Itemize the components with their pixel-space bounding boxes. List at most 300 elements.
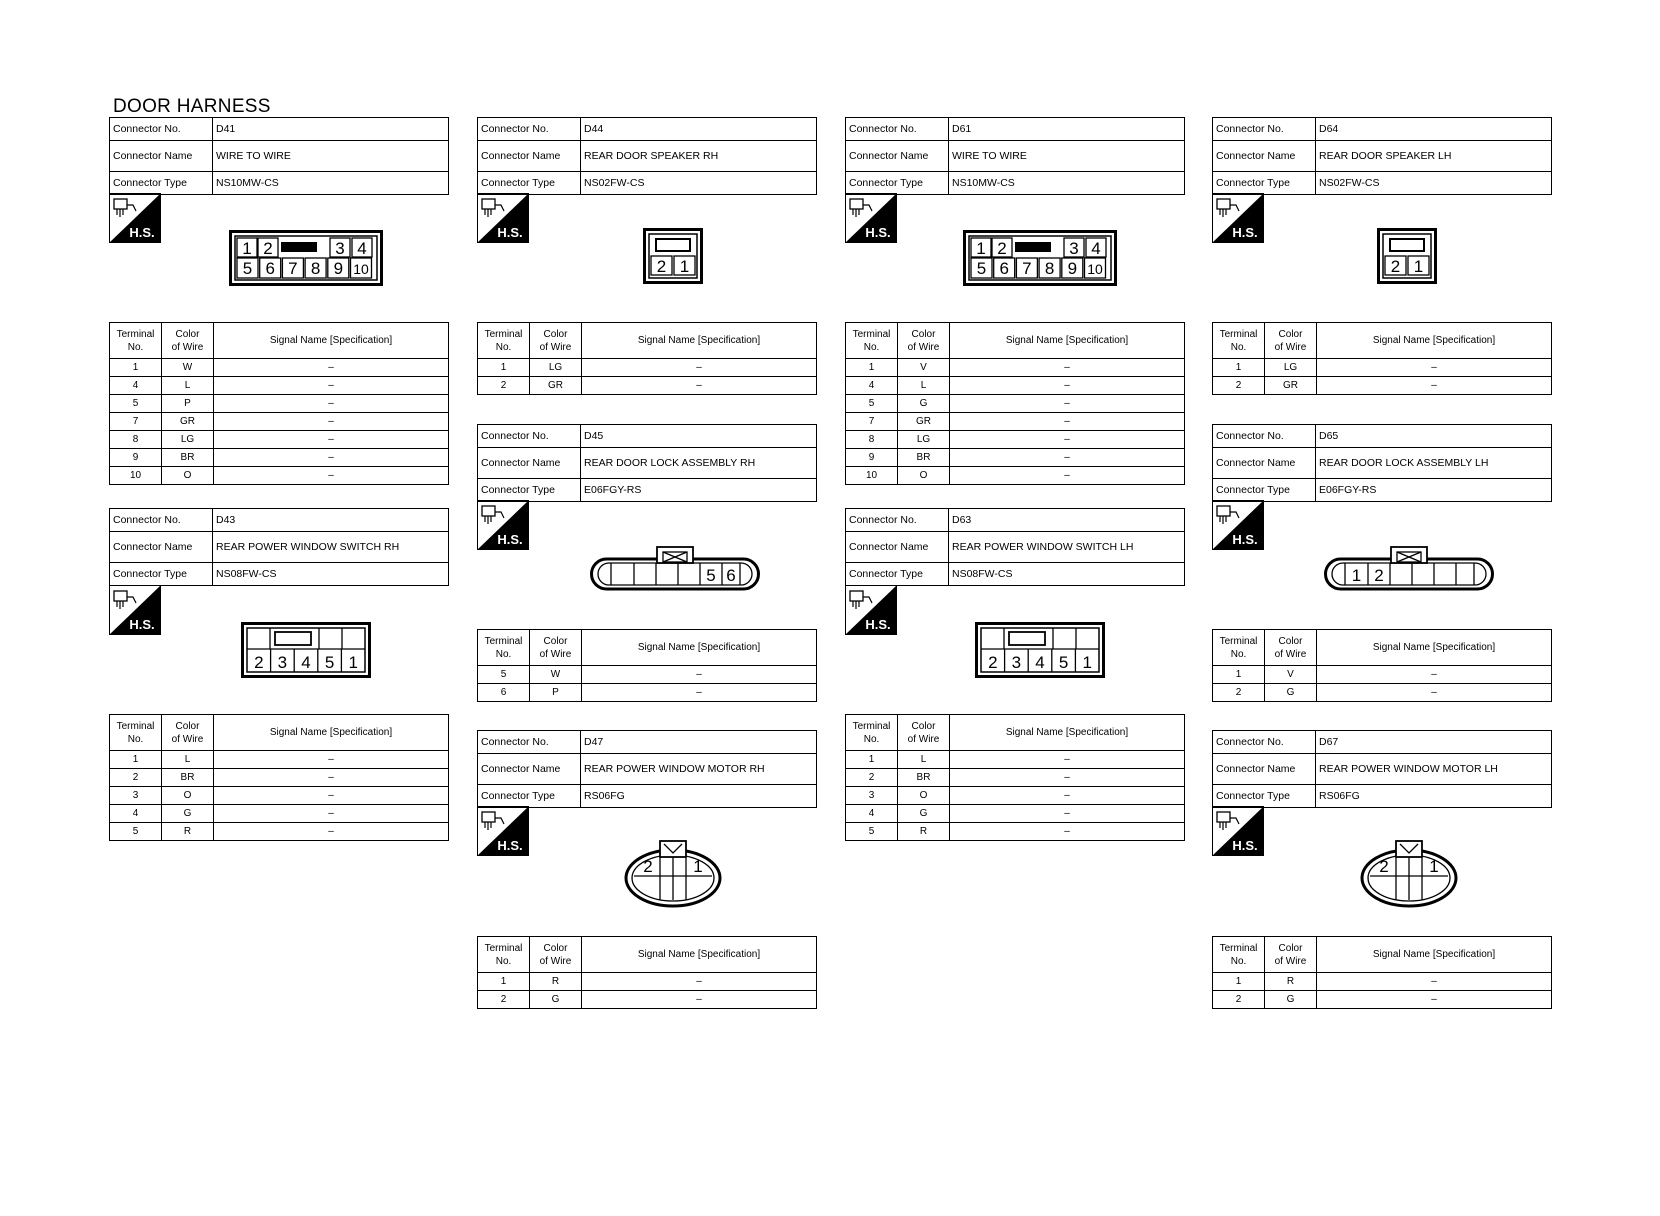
pin-label: 7 (288, 259, 298, 278)
connector-header-table (477, 424, 817, 502)
connector-name-label: Connector Name (846, 532, 949, 563)
terminal-no: 2 (478, 991, 530, 1009)
wire-color: R (530, 973, 582, 991)
pin-label: 6 (726, 566, 736, 585)
harness-side-icon (477, 193, 529, 243)
connector-type-value: E06FGY-RS (1316, 479, 1552, 502)
wire-color: G (530, 991, 582, 1009)
table-row (478, 684, 817, 702)
table-row (110, 769, 449, 787)
signal-name: – (1317, 684, 1552, 702)
terminal-no: 2 (1213, 991, 1265, 1009)
pin-label: 2 (988, 653, 998, 672)
connector-header-table (845, 117, 1185, 195)
signal-name: – (214, 377, 449, 395)
connector-no-label: Connector No. (478, 425, 581, 448)
table-row (1213, 377, 1552, 395)
table-row (1213, 991, 1552, 1009)
terminal-table-header (846, 323, 1185, 359)
terminal-no: 1 (846, 359, 898, 377)
terminal-no: 1 (846, 751, 898, 769)
terminal-no-header: Terminal No. (1213, 323, 1265, 359)
connector-header-table (1212, 117, 1552, 195)
connector-type-value: NS08FW-CS (949, 563, 1185, 586)
table-row (478, 377, 817, 395)
pin-label: 4 (1035, 653, 1045, 672)
connector-no-value: D41 (213, 118, 449, 141)
pin-label: 2 (1390, 257, 1401, 276)
table-row (110, 431, 449, 449)
signal-name: – (950, 377, 1185, 395)
terminal-no: 7 (846, 413, 898, 431)
signal-name: – (582, 973, 817, 991)
table-row (110, 751, 449, 769)
signal-name: – (214, 359, 449, 377)
connector-no-label: Connector No. (110, 118, 213, 141)
harness-side-icon (477, 806, 529, 856)
harness-side-icon (1212, 193, 1264, 243)
signal-name: – (582, 666, 817, 684)
pin-label: 5 (1058, 653, 1069, 672)
connector-name-value: REAR DOOR SPEAKER LH (1316, 141, 1552, 172)
table-row (846, 787, 1185, 805)
signal-name-header: Signal Name [Specification] (582, 630, 817, 666)
terminal-no-header: Terminal No. (478, 937, 530, 973)
harness-side-icon (477, 500, 529, 550)
connector-name-label: Connector Name (478, 448, 581, 479)
terminal-no: 2 (110, 769, 162, 787)
pin-label: 2 (643, 857, 653, 876)
connector-no-value: D67 (1316, 731, 1552, 754)
hs-label: H.S. (1232, 838, 1258, 853)
wire-color: GR (898, 413, 950, 431)
pin-label: 1 (348, 653, 358, 672)
signal-name: – (214, 805, 449, 823)
connector-no-value: D43 (213, 509, 449, 532)
connector-type-label: Connector Type (846, 172, 949, 195)
wire-color: L (898, 751, 950, 769)
terminal-no-header: Terminal No. (1213, 937, 1265, 973)
pin-label: 8 (1044, 259, 1055, 278)
terminal-table-header (478, 630, 817, 666)
connector-type-value: E06FGY-RS (581, 479, 817, 502)
pin-label: 3 (1069, 239, 1079, 258)
terminal-no: 8 (846, 431, 898, 449)
connector-name-value: REAR DOOR LOCK ASSEMBLY LH (1316, 448, 1552, 479)
pin-label: 1 (976, 239, 986, 258)
harness-side-icon (1212, 500, 1264, 550)
terminal-no: 4 (846, 805, 898, 823)
pin-label: 2 (254, 653, 264, 672)
signal-name: – (582, 991, 817, 1009)
color-of-wire-header: Color of Wire (898, 323, 950, 359)
table-row (846, 823, 1185, 841)
wire-color: BR (898, 769, 950, 787)
terminal-table (477, 936, 817, 1009)
connector-face-diagram (590, 545, 760, 591)
terminal-no: 4 (110, 377, 162, 395)
signal-name: – (950, 449, 1185, 467)
connector-no-label: Connector No. (1213, 118, 1316, 141)
connector-no-value: D65 (1316, 425, 1552, 448)
wire-color: BR (898, 449, 950, 467)
signal-name: – (214, 467, 449, 485)
terminal-table (1212, 629, 1552, 702)
connector-no-value: D47 (581, 731, 817, 754)
terminal-table-header (478, 937, 817, 973)
terminal-no: 1 (1213, 973, 1265, 991)
wire-color: BR (162, 769, 214, 787)
signal-name-header: Signal Name [Specification] (950, 323, 1185, 359)
table-row (110, 377, 449, 395)
signal-name: – (1317, 666, 1552, 684)
pin-label: 5 (706, 566, 716, 585)
terminal-no-header: Terminal No. (478, 323, 530, 359)
terminal-no-header: Terminal No. (110, 323, 162, 359)
pin-label: 3 (277, 653, 288, 672)
terminal-no-header: Terminal No. (846, 323, 898, 359)
terminal-table (1212, 322, 1552, 395)
table-row (110, 467, 449, 485)
pin-label: 5 (324, 653, 335, 672)
signal-name: – (950, 395, 1185, 413)
wire-color: G (1265, 991, 1317, 1009)
wire-color: R (162, 823, 214, 841)
pin-label: 2 (263, 239, 273, 258)
pin-label: 10 (353, 261, 369, 277)
signal-name: – (582, 377, 817, 395)
terminal-no: 5 (110, 823, 162, 841)
signal-name: – (214, 787, 449, 805)
pin-label: 1 (679, 257, 690, 276)
wire-color: LG (530, 359, 582, 377)
terminal-no: 9 (110, 449, 162, 467)
connector-no-label: Connector No. (478, 118, 581, 141)
wire-color: G (1265, 684, 1317, 702)
wire-color: R (898, 823, 950, 841)
pin-label: 2 (997, 239, 1007, 258)
signal-name: – (1317, 377, 1552, 395)
connector-face-diagram (975, 622, 1105, 678)
connector-face-diagram (1377, 228, 1437, 284)
terminal-no-header: Terminal No. (1213, 630, 1265, 666)
signal-name: – (582, 359, 817, 377)
connector-name-value: REAR DOOR LOCK ASSEMBLY RH (581, 448, 817, 479)
wire-color: O (162, 467, 214, 485)
pin-label: 1 (693, 857, 703, 876)
pin-label: 5 (242, 259, 253, 278)
connector-face-diagram (241, 622, 371, 678)
wire-color: O (162, 787, 214, 805)
terminal-no: 1 (110, 751, 162, 769)
wire-color: P (530, 684, 582, 702)
terminal-no: 2 (478, 377, 530, 395)
connector-type-value: RS06FG (581, 785, 817, 808)
wire-color: LG (162, 431, 214, 449)
connector-name-value: REAR POWER WINDOW MOTOR LH (1316, 754, 1552, 785)
connector-name-value: REAR DOOR SPEAKER RH (581, 141, 817, 172)
table-row (110, 805, 449, 823)
connector-no-value: D63 (949, 509, 1185, 532)
connector-no-label: Connector No. (478, 731, 581, 754)
signal-name-header: Signal Name [Specification] (1317, 937, 1552, 973)
pin-label: 7 (1022, 259, 1032, 278)
signal-name: – (214, 769, 449, 787)
signal-name: – (1317, 359, 1552, 377)
pin-label: 1 (1082, 653, 1092, 672)
pin-label: 1 (1429, 857, 1439, 876)
connector-header-table (845, 508, 1185, 586)
signal-name: – (1317, 973, 1552, 991)
signal-name: – (950, 787, 1185, 805)
wire-color: W (162, 359, 214, 377)
pin-label: 9 (1067, 259, 1078, 278)
terminal-table (1212, 936, 1552, 1009)
table-row (110, 359, 449, 377)
table-row (846, 805, 1185, 823)
terminal-no: 3 (110, 787, 162, 805)
hs-label: H.S. (865, 225, 891, 240)
connector-name-value: WIRE TO WIRE (949, 141, 1185, 172)
wire-color: G (898, 395, 950, 413)
wire-color: L (162, 377, 214, 395)
pin-label: 4 (357, 239, 367, 258)
connector-type-value: NS10MW-CS (213, 172, 449, 195)
signal-name: – (950, 359, 1185, 377)
pin-label: 1 (1351, 566, 1362, 585)
signal-name-header: Signal Name [Specification] (1317, 323, 1552, 359)
connector-type-label: Connector Type (1213, 479, 1316, 502)
signal-name: – (214, 395, 449, 413)
connector-type-label: Connector Type (110, 172, 213, 195)
terminal-table-header (846, 715, 1185, 751)
connector-type-value: NS02FW-CS (581, 172, 817, 195)
table-row (478, 359, 817, 377)
terminal-no: 4 (110, 805, 162, 823)
pin-label: 5 (976, 259, 987, 278)
connector-name-label: Connector Name (1213, 448, 1316, 479)
terminal-no: 5 (846, 823, 898, 841)
hs-label: H.S. (1232, 532, 1258, 547)
terminal-table-header (110, 323, 449, 359)
wire-color: R (1265, 973, 1317, 991)
color-of-wire-header: Color of Wire (162, 323, 214, 359)
connector-type-label: Connector Type (110, 563, 213, 586)
table-row (846, 449, 1185, 467)
terminal-table-header (1213, 630, 1552, 666)
terminal-no: 2 (846, 769, 898, 787)
wire-color: V (1265, 666, 1317, 684)
hs-label: H.S. (129, 225, 155, 240)
connector-header-table (109, 508, 449, 586)
terminal-no: 3 (846, 787, 898, 805)
pin-label: 4 (301, 653, 311, 672)
table-row (846, 751, 1185, 769)
harness-side-icon (845, 585, 897, 635)
signal-name: – (950, 413, 1185, 431)
connector-type-value: NS08FW-CS (213, 563, 449, 586)
terminal-no: 2 (1213, 684, 1265, 702)
table-row (846, 377, 1185, 395)
signal-name: – (214, 449, 449, 467)
color-of-wire-header: Color of Wire (1265, 937, 1317, 973)
connector-face-diagram (963, 230, 1117, 286)
connector-type-label: Connector Type (846, 563, 949, 586)
terminal-table (109, 322, 449, 485)
terminal-table (477, 629, 817, 702)
signal-name-header: Signal Name [Specification] (582, 323, 817, 359)
terminal-table (109, 714, 449, 841)
color-of-wire-header: Color of Wire (898, 715, 950, 751)
signal-name: – (950, 805, 1185, 823)
terminal-no: 5 (846, 395, 898, 413)
wire-color: LG (1265, 359, 1317, 377)
table-row (1213, 973, 1552, 991)
wire-color: L (162, 751, 214, 769)
hs-label: H.S. (497, 838, 523, 853)
table-row (846, 467, 1185, 485)
connector-name-label: Connector Name (110, 532, 213, 563)
terminal-table (845, 322, 1185, 485)
signal-name: – (214, 751, 449, 769)
pin-label: 8 (310, 259, 321, 278)
terminal-no: 1 (1213, 666, 1265, 684)
table-row (478, 973, 817, 991)
terminal-table-header (1213, 937, 1552, 973)
page-title: DOOR HARNESS (113, 96, 271, 117)
color-of-wire-header: Color of Wire (530, 630, 582, 666)
connector-header-table (477, 730, 817, 808)
signal-name-header: Signal Name [Specification] (1317, 630, 1552, 666)
connector-name-value: REAR POWER WINDOW SWITCH RH (213, 532, 449, 563)
wire-color: G (898, 805, 950, 823)
connector-type-label: Connector Type (1213, 172, 1316, 195)
connector-name-label: Connector Name (846, 141, 949, 172)
hs-label: H.S. (129, 617, 155, 632)
connector-type-label: Connector Type (478, 479, 581, 502)
wire-color: LG (898, 431, 950, 449)
wire-color: V (898, 359, 950, 377)
wire-color: W (530, 666, 582, 684)
connector-no-value: D61 (949, 118, 1185, 141)
harness-side-icon (109, 585, 161, 635)
signal-name: – (950, 751, 1185, 769)
connector-no-label: Connector No. (846, 118, 949, 141)
connector-name-value: WIRE TO WIRE (213, 141, 449, 172)
wire-color: O (898, 467, 950, 485)
table-row (478, 991, 817, 1009)
terminal-no: 8 (110, 431, 162, 449)
connector-header-table (1212, 730, 1552, 808)
signal-name-header: Signal Name [Specification] (582, 937, 817, 973)
connector-face-diagram (229, 230, 383, 286)
signal-name: – (214, 431, 449, 449)
hs-label: H.S. (1232, 225, 1258, 240)
terminal-no: 1 (478, 973, 530, 991)
signal-name: – (214, 823, 449, 841)
terminal-no: 7 (110, 413, 162, 431)
wire-color: GR (530, 377, 582, 395)
hs-label: H.S. (497, 225, 523, 240)
connector-no-value: D45 (581, 425, 817, 448)
terminal-table-header (110, 715, 449, 751)
connector-type-value: NS10MW-CS (949, 172, 1185, 195)
connector-no-label: Connector No. (1213, 731, 1316, 754)
hs-label: H.S. (865, 617, 891, 632)
connector-no-label: Connector No. (1213, 425, 1316, 448)
table-row (846, 769, 1185, 787)
table-row (110, 449, 449, 467)
signal-name: – (582, 684, 817, 702)
signal-name: – (214, 413, 449, 431)
table-row (110, 787, 449, 805)
table-row (846, 431, 1185, 449)
harness-side-icon (109, 193, 161, 243)
table-row (110, 413, 449, 431)
wire-color: GR (162, 413, 214, 431)
terminal-no-header: Terminal No. (110, 715, 162, 751)
signal-name-header: Signal Name [Specification] (950, 715, 1185, 751)
signal-name-header: Signal Name [Specification] (214, 715, 449, 751)
signal-name-header: Signal Name [Specification] (214, 323, 449, 359)
table-row (846, 413, 1185, 431)
color-of-wire-header: Color of Wire (530, 937, 582, 973)
connector-no-value: D64 (1316, 118, 1552, 141)
terminal-table (477, 322, 817, 395)
pin-label: 2 (1374, 566, 1384, 585)
pin-label: 6 (999, 259, 1009, 278)
connector-type-value: RS06FG (1316, 785, 1552, 808)
wire-color: BR (162, 449, 214, 467)
terminal-table (845, 714, 1185, 841)
color-of-wire-header: Color of Wire (162, 715, 214, 751)
connector-name-label: Connector Name (1213, 754, 1316, 785)
connector-name-value: REAR POWER WINDOW MOTOR RH (581, 754, 817, 785)
terminal-table-header (1213, 323, 1552, 359)
terminal-no: 1 (478, 359, 530, 377)
table-row (1213, 666, 1552, 684)
table-row (478, 666, 817, 684)
harness-side-icon (845, 193, 897, 243)
connector-name-label: Connector Name (478, 141, 581, 172)
connector-no-value: D44 (581, 118, 817, 141)
wire-color: L (898, 377, 950, 395)
table-row (846, 359, 1185, 377)
table-row (1213, 684, 1552, 702)
pin-label: 1 (1413, 257, 1424, 276)
terminal-no: 5 (478, 666, 530, 684)
pin-label: 9 (333, 259, 344, 278)
wire-color: GR (1265, 377, 1317, 395)
terminal-no-header: Terminal No. (846, 715, 898, 751)
pin-label: 3 (1011, 653, 1022, 672)
connector-face-diagram (624, 838, 722, 908)
terminal-no: 4 (846, 377, 898, 395)
table-row (1213, 359, 1552, 377)
terminal-no: 2 (1213, 377, 1265, 395)
pin-label: 2 (1379, 857, 1389, 876)
terminal-no: 6 (478, 684, 530, 702)
table-row (110, 823, 449, 841)
color-of-wire-header: Color of Wire (1265, 630, 1317, 666)
terminal-no: 9 (846, 449, 898, 467)
connector-face-diagram (1360, 838, 1458, 908)
terminal-no: 10 (110, 467, 162, 485)
connector-type-label: Connector Type (478, 172, 581, 195)
connector-header-table (477, 117, 817, 195)
terminal-no: 1 (1213, 359, 1265, 377)
connector-face-diagram (643, 228, 703, 284)
